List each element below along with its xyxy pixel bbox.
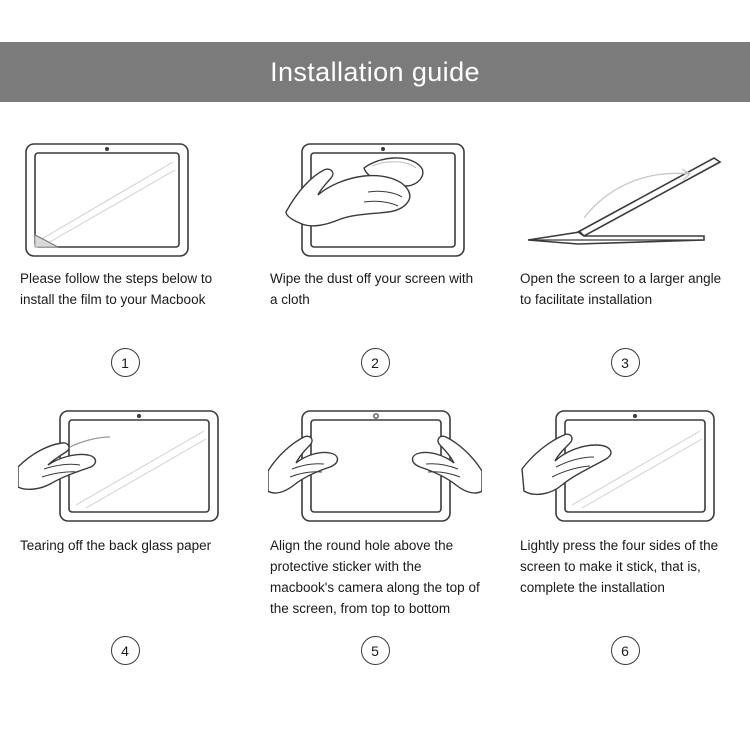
step-2-number-wrap [268, 348, 482, 377]
step-card-3 [500, 130, 750, 395]
step-card-4 [0, 395, 250, 685]
step-card-1 [0, 130, 250, 395]
step-number-badge: 4 [111, 636, 140, 665]
step-1-number-wrap [18, 348, 232, 377]
step-card-5 [250, 395, 500, 685]
step-4-caption: Tearing off the back glass paper [20, 538, 212, 553]
step-4-number-wrap [18, 636, 232, 665]
step-card-2 [250, 130, 500, 395]
step-number-badge: 1 [111, 348, 140, 377]
step-5-caption: Align the round hole above the protective sticker with the macbook's camera along the top of the screen, from top to bottom [270, 538, 480, 616]
step-5-illustration [268, 407, 482, 525]
header-bar [0, 42, 750, 102]
step-5-number-wrap [268, 636, 482, 665]
step-3-illustration [518, 140, 732, 258]
step-2-illustration [268, 140, 482, 258]
step-1-illustration [18, 140, 232, 258]
step-3-number-wrap [518, 348, 732, 377]
step-number-badge: 3 [611, 348, 640, 377]
step-number-badge: 2 [361, 348, 390, 377]
step-number-badge: 5 [361, 636, 390, 665]
page-title: Installation guide [270, 56, 480, 87]
step-6-illustration [518, 407, 732, 525]
step-3-caption: Open the screen to a larger angle to facilitate installation [520, 271, 722, 307]
steps-grid [0, 130, 750, 685]
step-1-caption: Please follow the steps below to install the film to your Macbook [20, 271, 213, 307]
step-4-illustration [18, 407, 232, 525]
step-card-6 [500, 395, 750, 685]
step-number-badge: 6 [611, 636, 640, 665]
step-6-number-wrap [518, 636, 732, 665]
step-6-caption: Lightly press the four sides of the screen to make it stick, that is, complete the installation [520, 538, 719, 595]
step-2-caption: Wipe the dust off your screen with a cloth [270, 271, 474, 307]
